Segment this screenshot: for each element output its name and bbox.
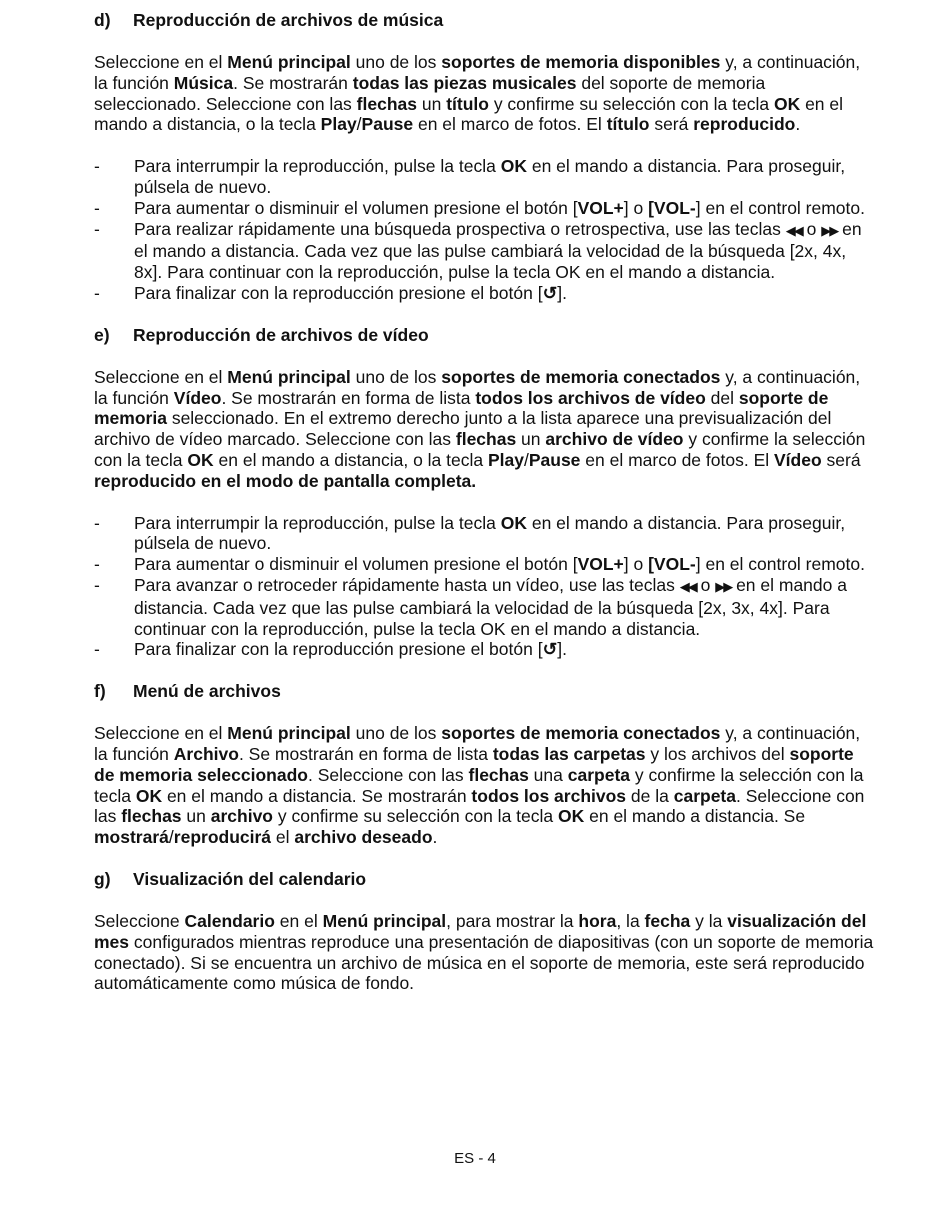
section-letter: e) [94, 324, 110, 345]
list-item-text [134, 198, 874, 219]
section-title: Visualización del calendario [133, 868, 367, 889]
section-title: Reproducción de archivos de música [133, 10, 444, 30]
bold-text: archivo [210, 806, 273, 827]
text-run: Seleccione en el [94, 52, 228, 72]
section-g [94, 848, 874, 994]
page-number: ES - 4 [454, 1150, 496, 1167]
text-run: Para realizar rápidamente una búsqueda prospectiva o retrospectiva, use las teclas [134, 218, 786, 239]
text-run: en el mando a distancia. Para proseguir, púlsela de nuevo. [134, 512, 846, 554]
text-run: ] o [623, 554, 649, 575]
text-run: el [271, 827, 295, 848]
bold-text: carpeta [673, 785, 736, 806]
list-dash: - [94, 156, 100, 177]
text-run: será [649, 114, 694, 135]
text-run: , la [616, 910, 645, 931]
bold-text: todos los archivos [471, 785, 627, 806]
bold-text: OK [500, 512, 527, 533]
bold-text: [VOL- [648, 554, 696, 575]
text-run: un [416, 93, 447, 114]
text-run: Para avanzar o retroceder rápidamente hasta un vídeo, use las teclas [134, 574, 680, 595]
list-dash: - [94, 218, 100, 239]
text-run: y la [690, 910, 728, 931]
search-arrows-icon: ▶▶ [715, 578, 732, 594]
section-paragraph [94, 911, 874, 994]
bold-text: archivo de vídeo [545, 429, 684, 450]
text-run: / [356, 114, 362, 135]
list-item-text [134, 219, 874, 283]
text-run: y confirme su selección con la tecla [488, 93, 774, 114]
bold-text: reproducirá [173, 827, 272, 848]
list-dash: - [94, 554, 100, 575]
list-item [94, 639, 874, 660]
text-run: y, a continuación, la función [94, 723, 861, 764]
list-item-text [134, 575, 874, 639]
section-paragraph [94, 52, 874, 135]
section-f [94, 660, 874, 848]
text-run: una [528, 764, 568, 785]
text-run: de la [626, 785, 674, 806]
text-run: Para interrumpir la reproducción, pulse la tecla [134, 512, 501, 533]
bold-text: VOL+ [577, 197, 624, 218]
bold-text: todos los archivos de vídeo [475, 387, 706, 408]
bold-text: reproducido en el modo de pantalla completa. [94, 470, 477, 491]
text-run: en el mando a distancia, o la tecla [94, 93, 844, 135]
bold-text: Menú principal [322, 910, 447, 931]
bold-text: VOL+ [577, 554, 624, 575]
list-dash: - [94, 282, 100, 303]
text-run: . [432, 827, 438, 848]
list-dash: - [94, 197, 100, 218]
text-run: Para aumentar o disminuir el volumen presione el botón [ [134, 554, 578, 575]
text-run: un [181, 806, 211, 827]
bold-text: fecha [644, 910, 691, 931]
bold-text: OK [773, 93, 801, 114]
text-run: un [516, 429, 546, 450]
list-dash: - [94, 512, 100, 533]
bold-text: soportes de memoria conectados [441, 723, 721, 744]
bold-text: Vídeo [173, 387, 222, 408]
section-heading [94, 869, 874, 890]
bold-text: Play [487, 449, 524, 470]
text-run: seleccionado. En el extremo derecho junto a la lista aparece una previsualización del archivo de vídeo marcado. Seleccione con las [94, 408, 832, 450]
text-run: y, a continuación, la función [94, 52, 861, 93]
text-run: en el mando a distancia. Cada vez que las pulse cambiará la velocidad de la búsqueda [2x, 3x, 4x]. Para continuar con la reproducción, pulse la tecla OK en el mando a distancia. [134, 574, 847, 639]
section-title: Reproducción de archivos de vídeo [133, 324, 429, 345]
section-heading [94, 681, 874, 702]
text-run: o [695, 574, 716, 595]
bold-text: soportes de memoria disponibles [441, 52, 721, 72]
list-item [94, 156, 874, 198]
bold-text: título [446, 93, 489, 114]
text-run: . Se mostrarán en forma de lista [221, 387, 476, 408]
bold-text: ↺ [542, 282, 558, 303]
list-item [94, 575, 874, 639]
text-run: y los archivos del [645, 743, 790, 764]
document-page [94, 10, 874, 994]
list-item-text [134, 156, 874, 198]
list-item [94, 554, 874, 575]
bold-text: Menú principal [227, 723, 351, 744]
list-item-text [134, 554, 874, 575]
bold-text: Menú principal [227, 52, 351, 72]
text-run: uno de los [350, 52, 442, 72]
text-run: / [523, 449, 529, 470]
list-dash: - [94, 574, 100, 595]
bold-text: Música [173, 72, 234, 93]
section-heading [94, 325, 874, 346]
section-e [94, 304, 874, 660]
section-title: Menú de archivos [133, 681, 281, 702]
bold-text: Pause [528, 449, 581, 470]
bold-text: título [606, 114, 650, 135]
bold-text: carpeta [567, 764, 631, 785]
bold-text: Play [320, 114, 357, 135]
bold-text: Archivo [173, 743, 239, 764]
text-run: Para interrumpir la reproducción, pulse la tecla [134, 156, 501, 177]
section-paragraph [94, 367, 874, 492]
text-run: y confirme su selección con la tecla [273, 806, 558, 827]
bold-text: todas las piezas musicales [352, 72, 577, 93]
text-run: Para finalizar con la reproducción presione el botón [ [134, 639, 543, 660]
bold-text: visualización del mes [94, 910, 867, 952]
text-run: ]. [557, 282, 567, 303]
text-run: Para aumentar o disminuir el volumen presione el botón [ [134, 197, 578, 218]
bold-text: todas las carpetas [492, 743, 646, 764]
bold-text: Vídeo [774, 449, 822, 470]
bold-text: OK [558, 806, 585, 827]
search-arrows-icon: ◀◀ [679, 578, 696, 594]
text-run: del soporte de memoria seleccionado. Seleccione con las [94, 72, 766, 114]
text-run: en el mando a distancia. Se mostrarán [162, 785, 472, 806]
list-item [94, 198, 874, 219]
text-run: Para finalizar con la reproducción presione el botón [ [134, 282, 543, 303]
text-run: ] en el control remoto. [695, 554, 865, 575]
text-run: en el [274, 910, 323, 931]
list-item [94, 283, 874, 304]
text-run: uno de los [350, 366, 442, 387]
text-run: Seleccione [94, 910, 185, 931]
text-run: en el marco de fotos. El [413, 114, 607, 135]
bold-text: Menú principal [227, 366, 351, 387]
bold-text: archivo deseado [294, 827, 433, 848]
bold-text: soporte de memoria [94, 387, 829, 429]
section-letter: f) [94, 681, 106, 702]
text-run: . Seleccione con las [307, 764, 469, 785]
bold-text: reproducido [693, 114, 796, 135]
text-run: en el mando a distancia. Cada vez que las pulse cambiará la velocidad de la búsqueda [2x, 4x, 8x]. Para continuar con la reproducción, pulse la tecla OK en el mando a distancia. [134, 218, 862, 283]
text-run: configurados mientras reproduce una presentación de diapositivas (con un soporte de memoria conectado). Si se encuentra un archivo de música en el soporte de memoria, este será reproducido automáticamente como música de fondo. [94, 931, 874, 994]
section-letter: d) [94, 10, 111, 30]
bold-text: flechas [468, 764, 529, 785]
text-run: del [705, 387, 739, 408]
text-run: en el mando a distancia, o la tecla [213, 449, 488, 470]
text-run: y confirme la selección con la tecla [94, 764, 864, 806]
search-arrows-icon: ▶▶ [821, 222, 838, 238]
text-run: uno de los [350, 723, 442, 744]
text-run: . [795, 114, 801, 135]
section-heading [94, 10, 874, 31]
bold-text: soporte de memoria seleccionado [94, 743, 854, 785]
text-run: / [168, 827, 174, 848]
text-run: o [801, 218, 822, 239]
section-letter: g) [94, 868, 111, 889]
text-run: Seleccione en el [94, 366, 228, 387]
text-run: ] en el control remoto. [695, 197, 865, 218]
text-run: en el mando a distancia. Para proseguir, púlsela de nuevo. [134, 156, 846, 197]
bold-text: flechas [455, 429, 517, 450]
bold-text: Calendario [184, 910, 275, 931]
bold-text: flechas [121, 806, 182, 827]
bold-text: flechas [356, 93, 417, 114]
text-run: será [821, 449, 861, 470]
bold-text: hora [578, 910, 617, 931]
text-run: , para mostrar la [446, 910, 579, 931]
bold-text: [VOL- [648, 197, 696, 218]
bold-text: Pause [361, 114, 414, 135]
bold-text: OK [500, 156, 527, 177]
list-dash: - [94, 639, 100, 660]
list-item [94, 219, 874, 283]
text-run: . Se mostrarán en forma de lista [238, 743, 493, 764]
instruction-list [94, 513, 874, 661]
bold-text: soportes de memoria conectados [441, 366, 721, 387]
text-run: en el marco de fotos. El [580, 449, 774, 470]
bold-text: OK [135, 785, 163, 806]
text-run: y, a continuación, la función [94, 366, 861, 408]
search-arrows-icon: ◀◀ [785, 222, 802, 238]
bold-text: mostrará [94, 827, 169, 848]
text-run: . Seleccione con las [94, 785, 865, 827]
text-run: en el mando a distancia. Se [584, 806, 806, 827]
bold-text: ↺ [542, 639, 558, 660]
text-run: ]. [557, 639, 567, 660]
list-item-text [134, 513, 874, 555]
bold-text: OK [187, 449, 214, 470]
list-item-text [134, 639, 874, 660]
text-run: . Se mostrarán [233, 72, 353, 93]
section-paragraph [94, 723, 874, 848]
list-item-text [134, 283, 874, 304]
text-run: Seleccione en el [94, 723, 228, 744]
instruction-list [94, 156, 874, 304]
list-item [94, 513, 874, 555]
text-run: ] o [623, 197, 649, 218]
text-run: y confirme la selección con la tecla [94, 429, 866, 470]
section-d [94, 10, 874, 304]
